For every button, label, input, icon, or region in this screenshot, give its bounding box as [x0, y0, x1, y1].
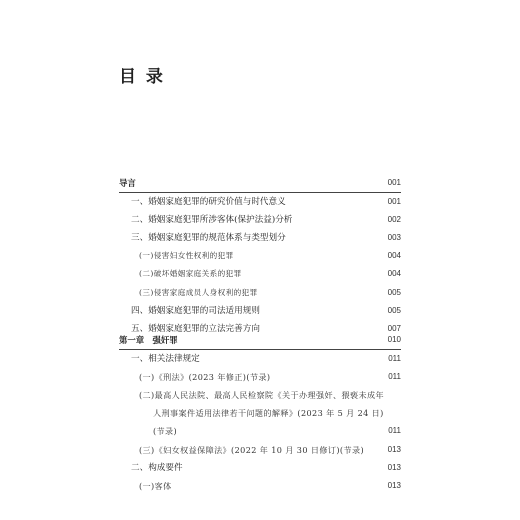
toc-entry[interactable]	[119, 368, 401, 386]
toc-page-number: 005	[387, 287, 401, 297]
toc-page-number: 003	[387, 233, 401, 243]
toc-entry-text: (二)破坏婚姻家庭关系的犯罪	[139, 269, 242, 279]
toc-entry-text: 二、婚姻家庭犯罪所涉客体(保护法益)分析	[131, 215, 293, 226]
toc-entry-text: 一、相关法律规定	[131, 354, 200, 365]
toc-entry[interactable]	[119, 350, 401, 368]
toc-page-number: 013	[387, 480, 401, 490]
toc-heading-text: 导言	[119, 178, 136, 188]
toc-entry-text: (一)客体	[139, 480, 172, 491]
toc-entry-text: 四、婚姻家庭犯罪的司法适用规则	[131, 305, 260, 316]
toc-page-number: 013	[387, 462, 401, 472]
toc-page-number: 013	[387, 444, 401, 454]
toc-entry-text: (节录)	[153, 426, 178, 437]
toc-entry[interactable]	[119, 386, 401, 404]
toc-entry[interactable]	[119, 211, 401, 229]
toc-entry[interactable]	[119, 441, 401, 459]
toc-entry[interactable]	[119, 193, 401, 211]
toc-page-number: 004	[387, 269, 401, 279]
toc-page-number: 005	[387, 305, 401, 315]
toc-entry[interactable]	[119, 229, 401, 247]
toc-entry-text: 五、婚姻家庭犯罪的立法完善方向	[131, 323, 260, 334]
toc-page-number: 011	[388, 426, 401, 436]
toc-entry-text: (二)最高人民法院、最高人民检察院《关于办理强奸、猥亵未成年	[139, 390, 384, 401]
toc-entry[interactable]	[119, 284, 401, 302]
page-title: 目 录	[119, 67, 165, 87]
toc-entry[interactable]	[119, 247, 401, 265]
toc-page-number: 010	[387, 335, 401, 344]
toc-heading-text: 第一章 强奸罪	[119, 335, 178, 345]
toc-section-intro	[119, 174, 401, 338]
toc-entry-text: (三)侵害家庭成员人身权利的犯罪	[139, 287, 258, 297]
toc-page-number: 001	[387, 197, 401, 207]
toc-entry-text: 人刑事案件适用法律若干问题的解释》(2023 年 5 月 24 日)	[153, 408, 384, 419]
toc-page-number: 001	[387, 178, 401, 187]
toc-heading-chapter-1[interactable]	[119, 331, 401, 350]
toc-page-number: 007	[387, 323, 401, 333]
toc-page-number: 011	[388, 372, 401, 382]
toc-entry-text: 二、构成要件	[131, 462, 183, 473]
toc-entry[interactable]	[119, 302, 401, 320]
toc-page-number: 002	[387, 215, 401, 225]
toc-entry-text: (一)侵害妇女性权利的犯罪	[139, 251, 234, 261]
toc-entry[interactable]	[119, 459, 401, 477]
toc-entry-text: (一)《刑法》(2023 年修正)(节录)	[139, 372, 271, 383]
toc-entry[interactable]	[119, 477, 401, 495]
toc-entry-text: 三、婚姻家庭犯罪的规范体系与类型划分	[131, 233, 286, 244]
toc-entry-text: (三)《妇女权益保障法》(2022 年 10 月 30 日修订)(节录)	[139, 444, 365, 455]
toc-entry[interactable]	[119, 265, 401, 283]
toc-page-number: 011	[388, 354, 401, 364]
toc-entry[interactable]	[119, 404, 401, 422]
toc-page-number: 004	[387, 251, 401, 261]
toc-section-chapter-1	[119, 331, 401, 495]
toc-entry[interactable]	[119, 422, 401, 440]
toc-entry-text: 一、婚姻家庭犯罪的研究价值与时代意义	[131, 197, 286, 208]
toc-heading-intro[interactable]	[119, 174, 401, 193]
